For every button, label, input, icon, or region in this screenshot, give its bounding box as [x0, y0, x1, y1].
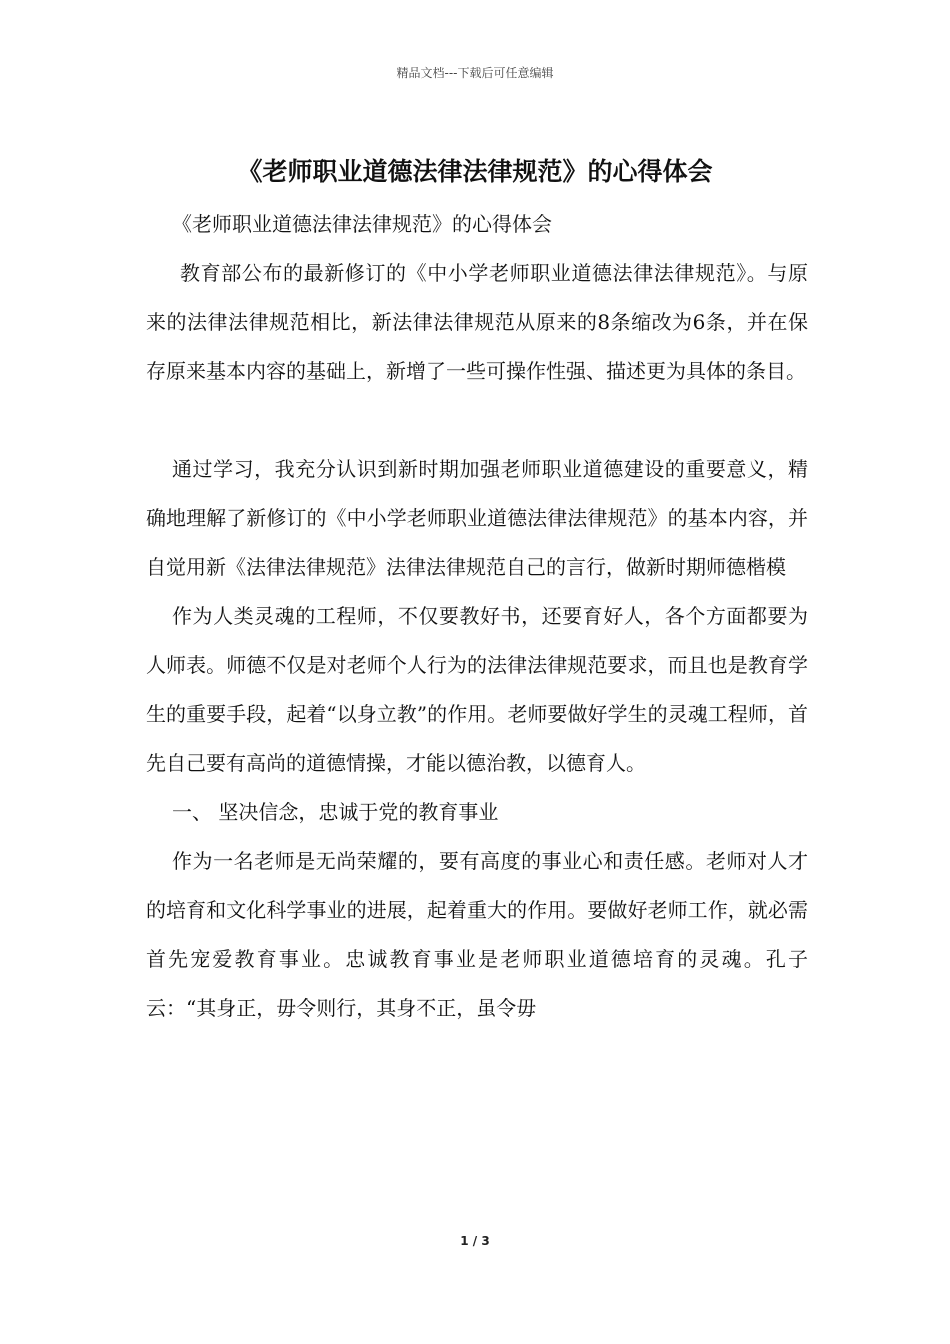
paragraph: 作为人类灵魂的工程师，不仅要教好书，还要育好人，各个方面都要为人师表。师德不仅是对老师个人行为的法律法律规范要求，而且也是教育学生的重要手段，起着“以身立教”的作用。老师要做好学生的灵魂工程师，首先自己要有高尚的道德情操，才能以德治教，以德育人。: [146, 604, 808, 775]
paragraph-subtitle: 《老师职业道德法律法律规范》的心得体会: [172, 212, 552, 236]
section-heading: 一、 坚决信念，忠诚于党的教育事业: [172, 800, 499, 824]
paragraph-spacer: [146, 396, 808, 445]
paragraph: 作为一名老师是无尚荣耀的，要有高度的事业心和责任感。老师对人才的培育和文化科学事业的进展，起着重大的作用。要做好老师工作，就必需首先宠爱教育事业。忠诚教育事业是老师职业道德培育的灵魂。孔子云：“其身正，毋令则行，其身不正，虽令毋: [146, 849, 808, 1020]
document-title: 《老师职业道德法律法律规范》的心得体会: [237, 157, 713, 186]
paragraph: 通过学习，我充分认识到新时期加强老师职业道德建设的重要意义，精确地理解了新修订的《中小学老师职业道德法律法律规范》的基本内容，并自觉用新《法律法律规范》法律法律规范自己的言行，做新时期师德楷模: [146, 457, 808, 579]
document-body: [146, 200, 808, 1033]
paragraph: 教育部公布的最新修订的《中小学老师职业道德法律法律规范》。与原来的法律法律规范相比，新法律法律规范从原来的8条缩改为6条，并在保存原来基本内容的基础上，新增了一些可操作性强、描述更为具体的条目。: [146, 261, 808, 383]
page-header: 精品文档---下载后可任意编辑: [396, 66, 554, 80]
page-number: 1 / 3: [460, 1234, 490, 1248]
